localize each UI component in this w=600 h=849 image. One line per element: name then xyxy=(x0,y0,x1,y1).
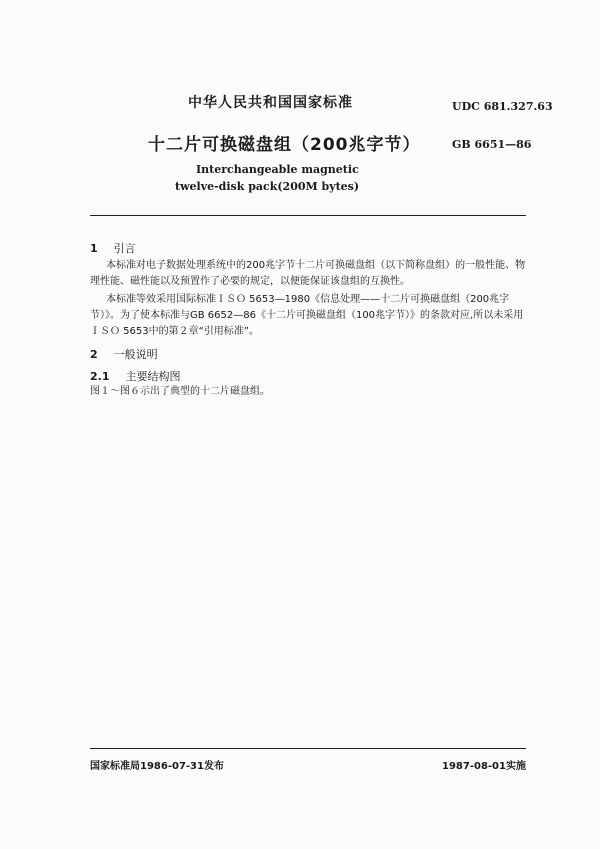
english-title-line-2: twelve-disk pack(200M bytes) xyxy=(175,180,360,193)
udc-code: UDC 681.327.63 xyxy=(452,100,553,113)
section-2-heading xyxy=(90,346,158,362)
section-number: 2.1 xyxy=(90,370,110,383)
section-number: 2 xyxy=(90,348,98,361)
paragraph-2: 本标准等效采用国际标准ＩＳＯ 5653—1980《信息处理——十二片可换磁盘组（200兆字节）》。为了使本标准与GB 6652—86《十二片可换磁盘组（100兆字节）》的条款对应,所以未采用ＩＳＯ 5653中的第２章“引用标准”。 xyxy=(90,294,524,337)
issue-date: 国家标准局1986-07-31发布 xyxy=(90,761,224,772)
section-title: 引言 xyxy=(113,242,136,255)
footer-divider xyxy=(90,748,526,749)
section-title: 主要结构图 xyxy=(125,370,181,383)
effective-date: 1987-08-01实施 xyxy=(442,761,526,772)
section-title: 一般说明 xyxy=(113,348,158,361)
section-2-1-heading xyxy=(90,368,181,384)
standard-number: GB 6651—86 xyxy=(452,138,532,151)
document-title: 十二片可换磁盘组（200兆字节） xyxy=(148,135,421,155)
paragraph-3: 图１～图６示出了典型的十二片磁盘组。 xyxy=(90,386,270,397)
paragraph-1: 本标准对电子数据处理系统中的200兆字节十二片可换磁盘组（以下简称盘组）的一般性能、物理性能、磁性能以及预置作了必要的规定，以便能保证该盘组的互换性。 xyxy=(90,260,526,287)
english-title-line-1: Interchangeable magnetic xyxy=(196,163,359,176)
section-number: 1 xyxy=(90,242,98,255)
issuing-country-standard-label: 中华人民共和国国家标准 xyxy=(188,95,353,111)
section-1-heading xyxy=(90,240,136,256)
header-divider xyxy=(90,215,526,216)
